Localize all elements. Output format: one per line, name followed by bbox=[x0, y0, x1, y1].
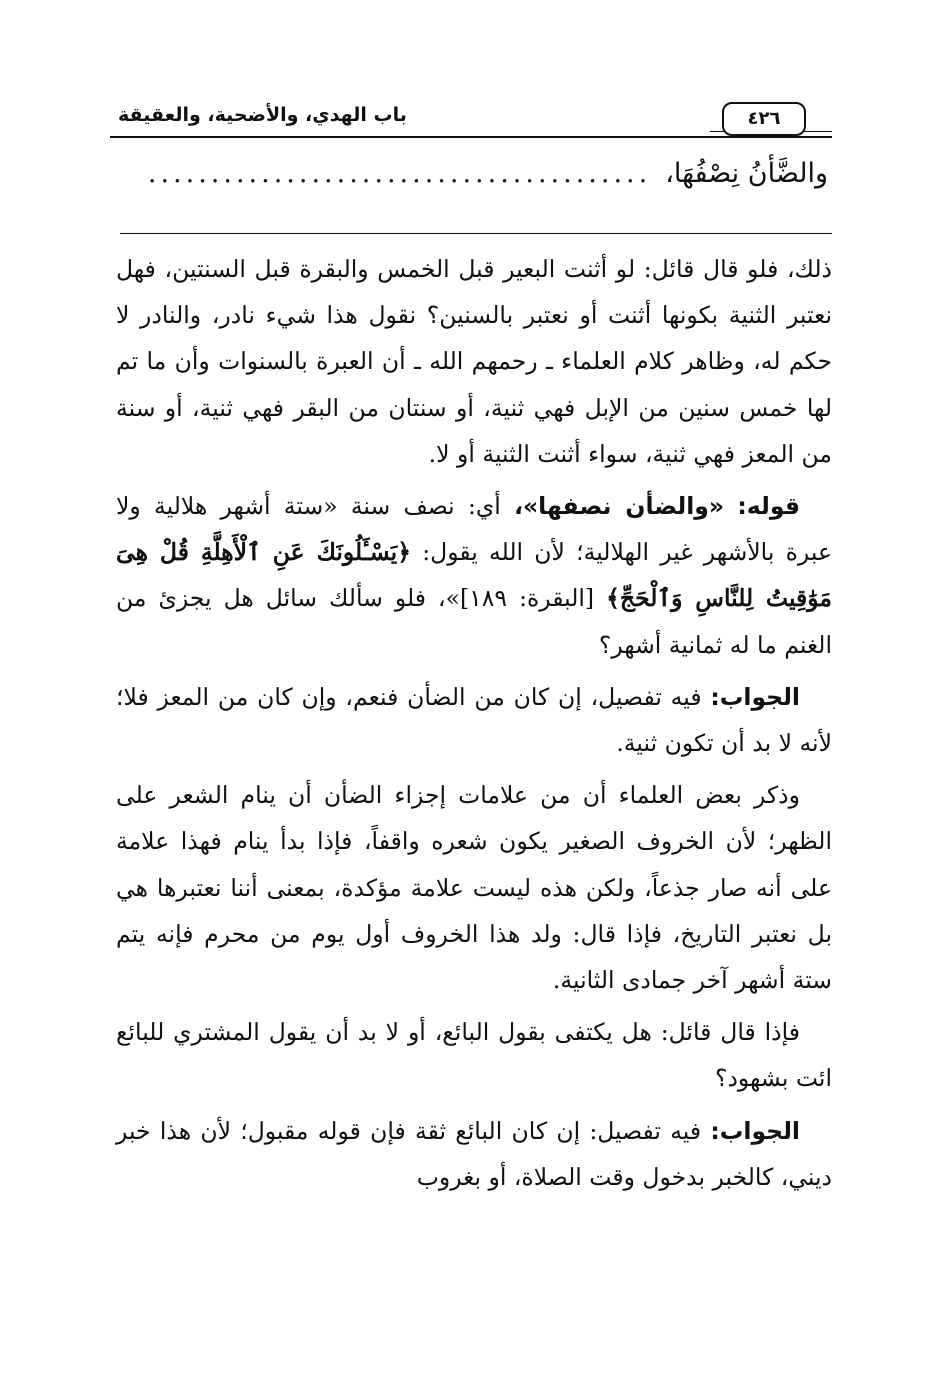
page-number: ٤٢٦ bbox=[722, 102, 806, 136]
verse-reference: [البقرة: ١٨٩]»، bbox=[438, 584, 595, 613]
paragraph-3 bbox=[116, 674, 832, 766]
quran-verse: ﴿يَسْـَٔلُونَكَ عَنِ ٱلْأَهِلَّةِ قُلْ هِىَ مَوَٰقِيتُ لِلنَّاسِ وَٱلْحَجِّ﴾ bbox=[116, 538, 832, 613]
answer-label: الجواب: bbox=[710, 682, 800, 711]
paragraph-2-text-b: فلو سألك سائل هل يجزئ من الغنم ما له ثمانية أشهر؟ bbox=[116, 584, 832, 659]
answer-label-2: الجواب: bbox=[710, 1116, 800, 1145]
matn-text: والضَّأنُ نِصْفُهَا، bbox=[665, 158, 828, 189]
paragraph-2-text-a: أي: نصف سنة «ستة أشهر هلالية ولا عبرة بالأشهر غير الهلالية؛ لأن الله يقول: bbox=[116, 492, 832, 567]
paragraph-4: وذكر بعض العلماء أن من علامات إجزاء الضأن أن ينام الشعر على الظهر؛ لأن الخروف الصغير يكون شعره واقفاً، فإذا بدأ ينام فهذا علامة على أنه صار جذعاً، ولكن هذه ليست علامة مؤكدة، بمعنى أننا نعتبرها هي بل نعتبر التاريخ، فإذا قال: ولد هذا الخروف أول يوم من محرم فإنه يتم ستة أشهر آخر جمادى الثانية. bbox=[116, 781, 832, 995]
paragraph-3-text: فيه تفصيل، إن كان من الضأن فنعم، وإن كان من المعز فلا؛ لأنه لا بد أن تكون ثنية. bbox=[116, 682, 832, 758]
commentary-body bbox=[116, 246, 832, 1206]
paragraph-2-label: قوله: bbox=[737, 492, 800, 521]
paragraph-6-text: فيه تفصيل: إن كان البائع ثقة فإن قوله مقبول؛ لأن هذا خبر ديني، كالخبر بدخول وقت الصلاة، أو بغروب bbox=[116, 1116, 832, 1191]
page-header bbox=[110, 98, 832, 144]
paragraph-1: ذلك، فلو قال قائل: لو أثنت البعير قبل الخمس والبقرة قبل السنتين، فهل نعتبر الثنية بكونها أثنت أو نعتبر بالسنين؟ نقول هذا شيء نادر، والنادر لا حكم له، وظاهر كلام العلماء ـ رحمهم الله ـ أن العبرة بالسنوات وأن ما تم لها خمس سنين من الإبل فهي ثنية، أو سنتان من البقر فهي ثنية، أو سنة من المعز فهي ثنية، سواء أثنت الثنية أو لا. bbox=[116, 255, 832, 468]
paragraph-6 bbox=[116, 1108, 832, 1200]
paragraph-5: فإذا قال قائل: هل يكتفى بقول البائع، أو لا بد أن يقول المشتري للبائع ائت بشهود؟ bbox=[116, 1018, 832, 1093]
chapter-title: باب الهدي، والأضحية، والعقيقة bbox=[118, 104, 407, 126]
header-rule bbox=[110, 136, 832, 138]
matn-line bbox=[120, 158, 828, 189]
paragraph-2-quote: «والضأن نصفها»، bbox=[514, 492, 725, 521]
matn-divider bbox=[120, 233, 832, 234]
paragraph-2 bbox=[116, 483, 832, 668]
matn-dots: ........................................ bbox=[147, 158, 652, 189]
